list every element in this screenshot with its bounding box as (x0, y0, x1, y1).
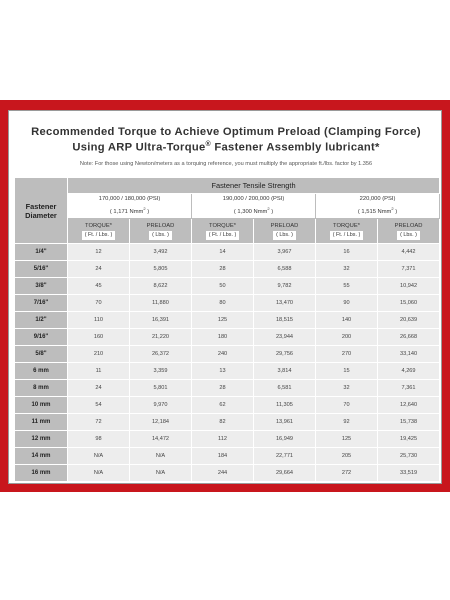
preload-value-cell: 16,949 (254, 431, 316, 448)
newton-meter-note: Note: For those using Newton/meters as a torquing reference, you must multiply the appropriate ft./lbs. factor by 1.356 (79, 161, 373, 167)
preload-value-cell: 8,622 (130, 278, 192, 295)
table-row (15, 261, 440, 278)
fastener-size-cell: 12 mm (15, 431, 68, 448)
torque-value-cell: 13 (192, 363, 254, 380)
preload-header-unit-text: ( Lbs. ) (397, 231, 420, 240)
strength-nmm-close: ) (269, 208, 274, 215)
table-row (15, 465, 440, 482)
preload-value-cell: 5,805 (130, 261, 192, 278)
preload-header-unit (378, 231, 439, 240)
preload-header-unit-text: ( Lbs. ) (149, 231, 172, 240)
torque-value-cell: 110 (68, 312, 130, 329)
torque-value-cell: 55 (316, 278, 378, 295)
strength-nmm (192, 204, 315, 217)
torque-value-cell: 180 (192, 329, 254, 346)
fastener-size-cell: 8 mm (15, 380, 68, 397)
preload-value-cell: 12,640 (378, 397, 440, 414)
strength-header-1 (68, 194, 192, 219)
torque-value-cell: 184 (192, 448, 254, 465)
torque-value-cell: 15 (316, 363, 378, 380)
preload-value-cell: 9,782 (254, 278, 316, 295)
table-row (15, 295, 440, 312)
preload-value-cell: 9,970 (130, 397, 192, 414)
preload-value-cell: 23,944 (254, 329, 316, 346)
torque-value-cell: 54 (68, 397, 130, 414)
torque-value-cell: 14 (192, 244, 254, 261)
preload-header-label: PRELOAD (394, 223, 423, 229)
torque-header-label: TORQUE* (85, 223, 112, 229)
table-row (15, 380, 440, 397)
preload-value-cell: 20,639 (378, 312, 440, 329)
preload-value-cell: 11,305 (254, 397, 316, 414)
strength-nmm (316, 204, 439, 217)
preload-value-cell: 7,361 (378, 380, 440, 397)
torque-preload-table (14, 177, 440, 482)
chart-title-line2 (9, 141, 443, 154)
torque-column-header (68, 219, 130, 244)
torque-header-label: TORQUE* (333, 223, 360, 229)
preload-value-cell: 6,588 (254, 261, 316, 278)
preload-column-header (378, 219, 440, 244)
torque-header-unit-text: ( Ft. / Lbs. ) (330, 231, 364, 240)
torque-value-cell: 240 (192, 346, 254, 363)
fastener-size-cell: 3/8" (15, 278, 68, 295)
fastener-size-cell: 6 mm (15, 363, 68, 380)
strength-nmm-text: ( 1,171 Nmm (109, 208, 144, 215)
torque-header-unit (192, 231, 253, 240)
strength-nmm-close: ) (145, 208, 150, 215)
torque-value-cell: 112 (192, 431, 254, 448)
preload-value-cell: N/A (130, 448, 192, 465)
strength-nmm-exponent: 2 (391, 206, 394, 212)
strength-psi: 190,000 / 200,000 (PSI) (222, 196, 285, 203)
strength-psi: 220,000 (PSI) (359, 196, 396, 203)
torque-header-unit (68, 231, 129, 240)
fastener-size-cell: 14 mm (15, 448, 68, 465)
torque-value-cell: 24 (68, 261, 130, 278)
corner-line2: Diameter (25, 210, 57, 220)
fastener-size-cell: 11 mm (15, 414, 68, 431)
preload-value-cell: 19,425 (378, 431, 440, 448)
torque-value-cell: 92 (316, 414, 378, 431)
strength-nmm-text: ( 1,515 Nmm (357, 208, 392, 215)
torque-value-cell: 28 (192, 380, 254, 397)
preload-value-cell: 3,492 (130, 244, 192, 261)
torque-value-cell: 32 (316, 380, 378, 397)
torque-value-cell: 270 (316, 346, 378, 363)
torque-column-header (316, 219, 378, 244)
torque-chart-card (8, 110, 442, 484)
torque-value-cell: 16 (316, 244, 378, 261)
preload-value-cell: 16,391 (130, 312, 192, 329)
preload-value-cell: 11,880 (130, 295, 192, 312)
fastener-size-cell: 9/16" (15, 329, 68, 346)
table-row (15, 329, 440, 346)
torque-value-cell: 70 (68, 295, 130, 312)
torque-value-cell: 11 (68, 363, 130, 380)
strength-nmm-text: ( 1,300 Nmm (233, 208, 268, 215)
torque-header-unit (316, 231, 377, 240)
table-row (15, 448, 440, 465)
torque-value-cell: 200 (316, 329, 378, 346)
torque-value-cell: 98 (68, 431, 130, 448)
torque-value-cell: 90 (316, 295, 378, 312)
torque-value-cell: 125 (192, 312, 254, 329)
strength-header-row (15, 194, 440, 219)
strength-nmm-exponent: 2 (267, 206, 270, 212)
strength-header-3 (316, 194, 440, 219)
torque-value-cell: 72 (68, 414, 130, 431)
preload-value-cell: 29,756 (254, 346, 316, 363)
fastener-size-cell: 10 mm (15, 397, 68, 414)
torque-header-unit-text: ( Ft. / Lbs. ) (82, 231, 116, 240)
torque-value-cell: 244 (192, 465, 254, 482)
preload-value-cell: N/A (130, 465, 192, 482)
fastener-size-cell: 7/16" (15, 295, 68, 312)
torque-value-cell: 45 (68, 278, 130, 295)
preload-value-cell: 3,967 (254, 244, 316, 261)
chart-title-line1: Recommended Torque to Achieve Optimum Preload (Clamping Force) (31, 126, 421, 138)
strength-header-2 (192, 194, 316, 219)
preload-value-cell: 4,269 (378, 363, 440, 380)
torque-value-cell: 28 (192, 261, 254, 278)
table-row (15, 278, 440, 295)
preload-column-header (130, 219, 192, 244)
preload-value-cell: 6,581 (254, 380, 316, 397)
torque-value-cell: 125 (316, 431, 378, 448)
preload-value-cell: 3,359 (130, 363, 192, 380)
preload-value-cell: 33,519 (378, 465, 440, 482)
table-body (15, 244, 440, 482)
preload-value-cell: 5,801 (130, 380, 192, 397)
preload-header-label: PRELOAD (270, 223, 299, 229)
preload-column-header (254, 219, 316, 244)
preload-value-cell: 26,668 (378, 329, 440, 346)
table-row (15, 312, 440, 329)
fastener-size-cell: 5/8" (15, 346, 68, 363)
preload-value-cell: 29,664 (254, 465, 316, 482)
preload-value-cell: 15,738 (378, 414, 440, 431)
table-row (15, 431, 440, 448)
registered-mark: ® (205, 141, 211, 148)
chart-title-line2-start: Using ARP Ultra-Torque (72, 141, 206, 154)
preload-value-cell: 14,472 (130, 431, 192, 448)
table-row (15, 397, 440, 414)
preload-value-cell: 10,942 (378, 278, 440, 295)
torque-column-header (192, 219, 254, 244)
torque-value-cell: 272 (316, 465, 378, 482)
strength-nmm (68, 204, 191, 217)
preload-value-cell: 7,371 (378, 261, 440, 278)
preload-header-unit (254, 231, 315, 240)
table-row (15, 346, 440, 363)
fastener-size-cell: 5/16" (15, 261, 68, 278)
column-header-row (15, 219, 440, 244)
table-row (15, 363, 440, 380)
torque-value-cell: 62 (192, 397, 254, 414)
torque-value-cell: 70 (316, 397, 378, 414)
torque-value-cell: 12 (68, 244, 130, 261)
preload-value-cell: 13,961 (254, 414, 316, 431)
torque-value-cell: 160 (68, 329, 130, 346)
torque-header-unit-text: ( Ft. / Lbs. ) (206, 231, 240, 240)
preload-value-cell: 18,515 (254, 312, 316, 329)
torque-value-cell: 210 (68, 346, 130, 363)
preload-value-cell: 3,814 (254, 363, 316, 380)
torque-value-cell: 50 (192, 278, 254, 295)
strength-nmm-close: ) (393, 208, 398, 215)
fastener-size-cell: 1/2" (15, 312, 68, 329)
preload-value-cell: 25,730 (378, 448, 440, 465)
torque-value-cell: 205 (316, 448, 378, 465)
preload-header-label: PRELOAD (146, 223, 175, 229)
preload-value-cell: 15,060 (378, 295, 440, 312)
preload-header-unit (130, 231, 191, 240)
torque-value-cell: 82 (192, 414, 254, 431)
torque-value-cell: 24 (68, 380, 130, 397)
torque-header-label: TORQUE* (209, 223, 236, 229)
preload-header-unit-text: ( Lbs. ) (273, 231, 296, 240)
table-row (15, 244, 440, 261)
table-row (15, 414, 440, 431)
preload-value-cell: 12,184 (130, 414, 192, 431)
chart-title-line2-end: Fastener Assembly lubricant* (210, 141, 380, 154)
preload-value-cell: 21,220 (130, 329, 192, 346)
strength-psi: 170,000 / 180,000 (PSI) (98, 196, 161, 203)
torque-value-cell: 140 (316, 312, 378, 329)
fastener-diameter-header (15, 178, 68, 244)
tensile-strength-header: Fastener Tensile Strength (68, 178, 440, 194)
preload-value-cell: 33,140 (378, 346, 440, 363)
fastener-size-cell: 16 mm (15, 465, 68, 482)
corner-line1: Fastener (25, 201, 57, 211)
strength-nmm-exponent: 2 (143, 206, 146, 212)
preload-value-cell: 26,372 (130, 346, 192, 363)
preload-value-cell: 4,442 (378, 244, 440, 261)
torque-value-cell: N/A (68, 465, 130, 482)
preload-value-cell: 22,771 (254, 448, 316, 465)
torque-value-cell: 32 (316, 261, 378, 278)
preload-value-cell: 13,470 (254, 295, 316, 312)
torque-value-cell: N/A (68, 448, 130, 465)
fastener-size-cell: 1/4" (15, 244, 68, 261)
torque-value-cell: 80 (192, 295, 254, 312)
